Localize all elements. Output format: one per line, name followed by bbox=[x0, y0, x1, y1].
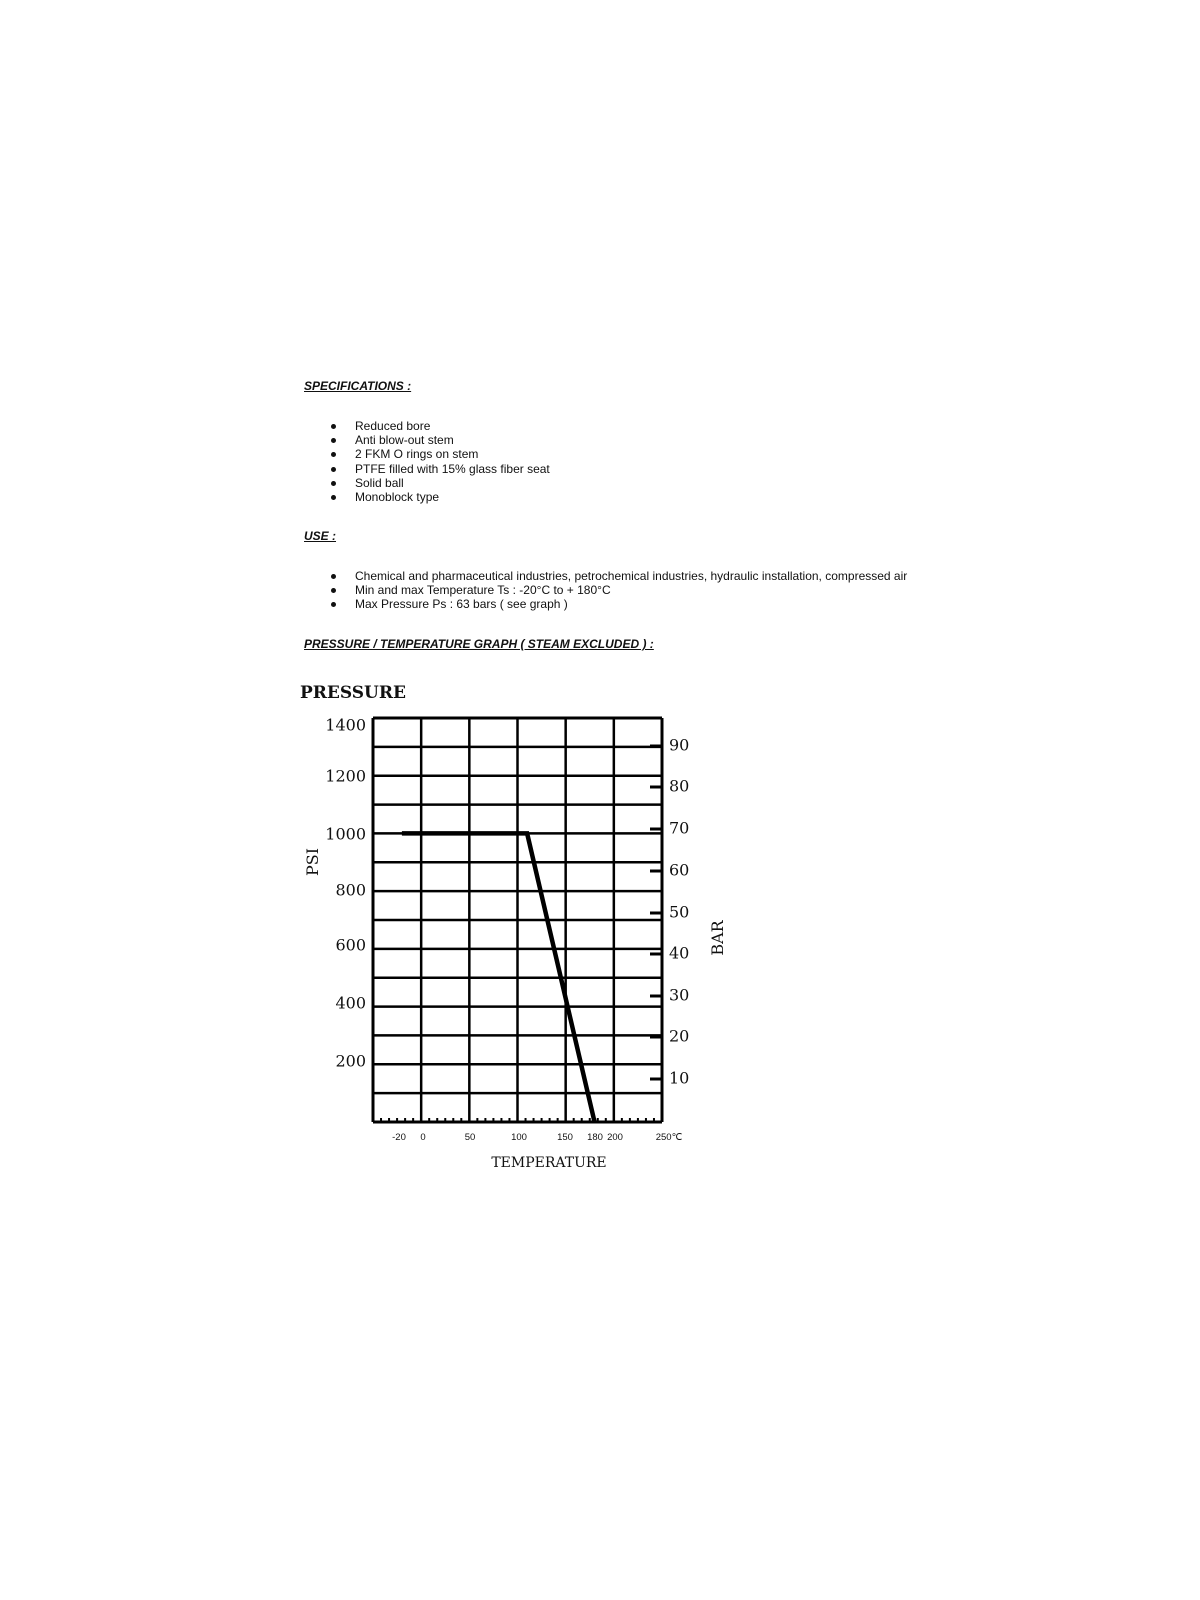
pressure-temperature-chart bbox=[290, 680, 770, 1220]
bullet-icon bbox=[331, 481, 336, 486]
y2-tick-label: 80 bbox=[669, 776, 690, 796]
bullet-icon bbox=[331, 452, 336, 457]
list-item-text: PTFE filled with 15% glass fiber seat bbox=[355, 461, 550, 476]
y2-tick-label: 20 bbox=[669, 1026, 690, 1046]
use-list bbox=[303, 569, 907, 612]
use-heading: USE : bbox=[304, 529, 337, 543]
list-item-text: Anti blow-out stem bbox=[355, 433, 454, 448]
y2-tick-label: 70 bbox=[669, 818, 690, 838]
y2-tick-label: 50 bbox=[669, 902, 690, 922]
list-item-text: 2 FKM O rings on stem bbox=[355, 447, 479, 462]
y-axis-label: PSI bbox=[303, 847, 322, 877]
bullet-icon bbox=[331, 424, 336, 429]
x-tick-label: 150 bbox=[557, 1132, 573, 1143]
bullet-icon bbox=[331, 495, 336, 500]
specifications-list bbox=[303, 419, 550, 504]
y-tick-label: 200 bbox=[335, 1051, 366, 1071]
y-tick-label: 800 bbox=[335, 880, 366, 900]
y-tick-label: 400 bbox=[335, 993, 366, 1013]
chart-svg bbox=[290, 680, 770, 1220]
list-item bbox=[303, 462, 550, 476]
x-tick-label: 250℃ bbox=[655, 1132, 683, 1143]
bullet-icon bbox=[331, 438, 336, 443]
x-tick-label: 50 bbox=[464, 1132, 476, 1143]
list-item-text: Reduced bore bbox=[355, 419, 431, 433]
y-tick-label: 1000 bbox=[325, 824, 366, 844]
chart-title: PRESSURE bbox=[300, 683, 406, 703]
y2-tick-label: 30 bbox=[669, 985, 690, 1005]
x-tick-label: 100 bbox=[511, 1132, 527, 1143]
y2-tick-label: 10 bbox=[669, 1068, 690, 1088]
list-item-text: Max Pressure Ps : 63 bars ( see graph ) bbox=[355, 597, 568, 612]
y2-tick-label: 90 bbox=[669, 735, 690, 755]
x-tick-label: -20 bbox=[392, 1132, 406, 1143]
chart-grid bbox=[373, 718, 662, 1122]
list-item bbox=[303, 569, 907, 583]
y2-tick-label: 60 bbox=[669, 860, 690, 880]
list-item bbox=[303, 583, 907, 597]
list-item-text: Solid ball bbox=[355, 475, 404, 490]
y-tick-label: 1400 bbox=[325, 715, 366, 735]
list-item bbox=[303, 419, 550, 433]
y2-axis-label: BAR bbox=[708, 920, 727, 956]
y-tick-label: 1200 bbox=[325, 766, 366, 786]
y2-tick-label: 40 bbox=[669, 943, 690, 963]
graph-heading: PRESSURE / TEMPERATURE GRAPH ( STEAM EXCLUDED ) : bbox=[304, 637, 654, 651]
x-axis-label: TEMPERATURE bbox=[491, 1155, 607, 1171]
y-tick-label: 600 bbox=[335, 935, 366, 955]
list-item bbox=[303, 447, 550, 461]
bullet-icon bbox=[331, 602, 336, 607]
list-item bbox=[303, 476, 550, 490]
chart-ticks bbox=[325, 716, 689, 1144]
list-item bbox=[303, 597, 907, 611]
list-item-text: Monoblock type bbox=[355, 490, 440, 505]
list-item bbox=[303, 490, 550, 504]
x-tick-label: 200 bbox=[607, 1132, 623, 1143]
x-tick-label: 180 bbox=[587, 1132, 603, 1143]
x-tick-label: 0 bbox=[420, 1132, 426, 1143]
list-item bbox=[303, 433, 550, 447]
bullet-icon bbox=[331, 588, 336, 593]
bullet-icon bbox=[331, 574, 336, 579]
list-item-text: Chemical and pharmaceutical industries, petrochemical industries, hydraulic installation, compressed air bbox=[355, 569, 908, 583]
list-item-text: Min and max Temperature Ts : -20°C to + 180°C bbox=[355, 583, 611, 598]
specifications-heading: SPECIFICATIONS : bbox=[304, 379, 412, 393]
bullet-icon bbox=[331, 467, 336, 472]
